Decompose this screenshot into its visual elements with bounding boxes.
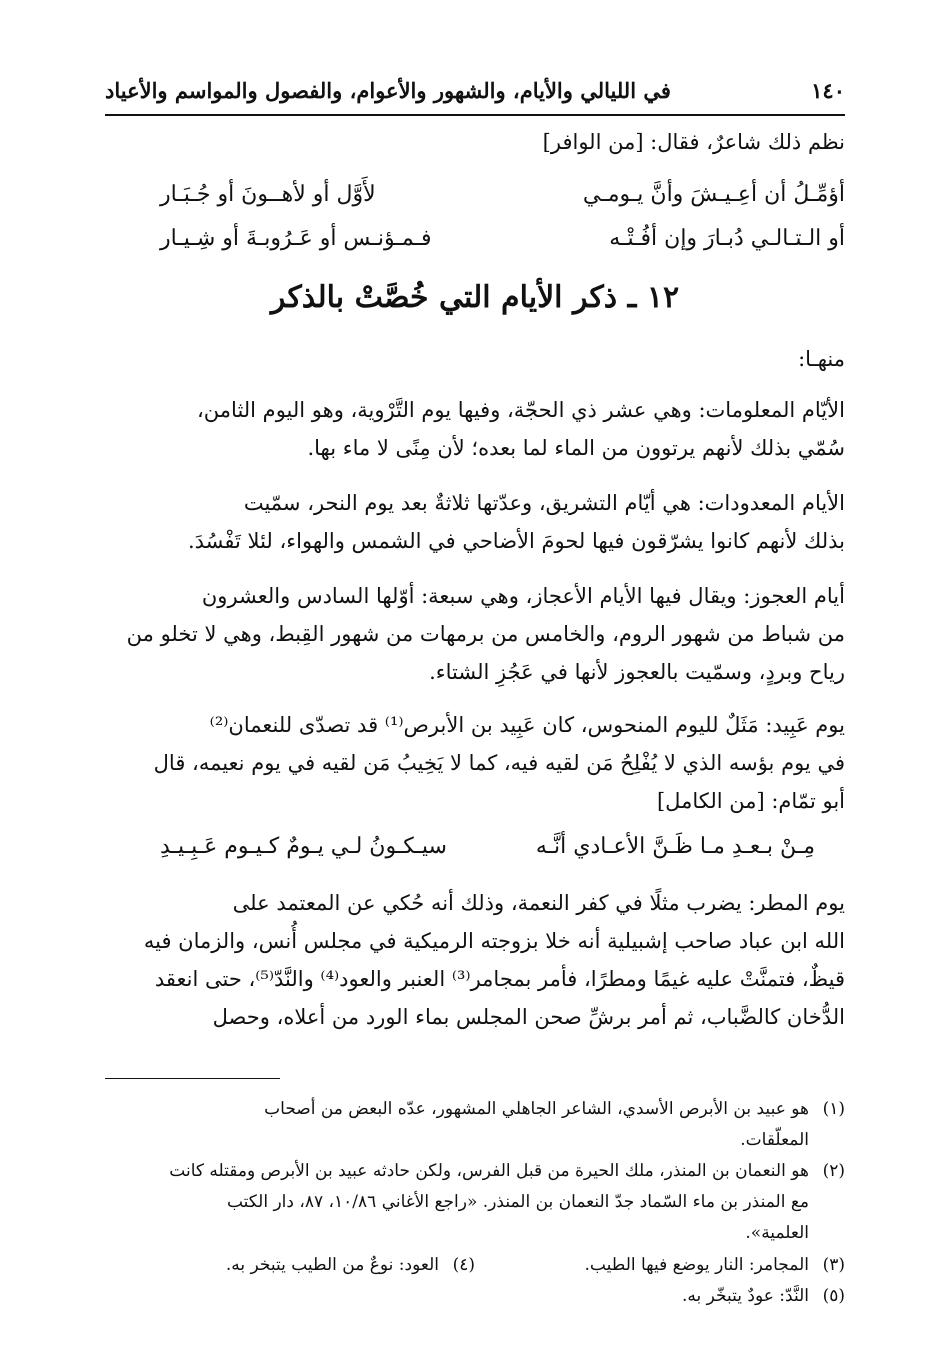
text-line: في يوم بؤسه الذي لا يُفْلِحُ مَن لقيه فيه، كما لا يَخِيبُ مَن لقيه في يوم نعيمه، قال — [153, 751, 845, 775]
text-line: يوم عَبِيد: مَثَلٌ لليوم المنحوس، كان عَبِيد بن الأبرص⁽¹⁾ قد تصدّى للنعمان⁽²⁾ — [209, 713, 845, 737]
paragraph-maadudat — [105, 484, 845, 560]
running-header — [105, 70, 845, 110]
text-line: الدُّخان كالضَّباب، ثم أمر برشِّ صحن المجلس بماء الورد من أعلاه، وحصل — [212, 1005, 845, 1029]
footnote-number: (٥) — [822, 1286, 845, 1306]
section-title: ١٢ ـ ذكر الأيام التي خُصَّتْ بالذكر — [270, 280, 680, 315]
footnote-text: مع المنذر بن ماء السّماد جدّ النعمان بن المنذر. «راجع الأغاني ١٠/٨٦، ٨٧، دار الكتب — [226, 1192, 809, 1212]
footnote-text: هو عبيد بن الأبرص الأسدي، الشاعر الجاهلي المشهور، عدّه البعض من أصحاب — [264, 1099, 809, 1119]
footnote-number: (٣) — [822, 1255, 845, 1275]
header-rule — [105, 114, 845, 116]
paragraph-ubayd — [105, 706, 845, 820]
footnote-1 — [105, 1094, 845, 1156]
footnote-text: هو النعمان بن المنذر، ملك الحيرة من قبل الفرس، ولكن حادثه عبيد بن الأبرص ومقتله كانت — [169, 1161, 809, 1181]
page-number: ١٤٠ — [811, 77, 845, 103]
text-line: الأيّام المعلومات: وهي عشر ذي الحجّة، وفيها يوم التَّرْوية، وهو اليوم الثامن، — [197, 398, 845, 422]
verse-3-second-hemistich: سيـكـونُ لـي يـومٌ كـيـوم عَـبِـيـدِ — [160, 834, 447, 859]
footnote-3 — [475, 1250, 845, 1281]
text-line: الأيام المعدودات: هي أيّام التشريق، وعدّتها ثلاثةٌ بعد يوم النحر، سمّيت — [243, 491, 845, 515]
text-line: أبو تمّام: [من الكامل] — [656, 789, 845, 813]
verse-1-first-hemistich: أؤمِّـلُ أن أعِـيـشَ وأنَّ يـومـي — [582, 182, 845, 207]
text-line: سُمّي بذلك لأنهم يرتوون من الماء لما بعده؛ لأن مِنًى لا ماء بها. — [307, 436, 845, 460]
verse-2-second-hemistich: فـمـؤنـس أو عَـرُوبـةَ أو شِـيـار — [160, 226, 432, 251]
footnote-number: (٢) — [822, 1161, 845, 1181]
verse-1-second-hemistich: لأَوَّل أو لأهــونَ أو جُـبَـار — [160, 182, 376, 207]
footnote-text: العلمية». — [745, 1223, 809, 1243]
text-line: يوم المطر: يضرب مثلًا في كفر النعمة، وذلك أنه حُكي عن المعتمد على — [232, 891, 845, 915]
footnote-text: المعلّقات. — [740, 1130, 809, 1150]
footnote-text: العود: نوعٌ من الطيب يتبخر به. — [225, 1255, 439, 1275]
footnote-4 — [105, 1250, 475, 1281]
paragraph-maalumat — [105, 391, 845, 467]
verse-line-2 — [160, 226, 845, 260]
paragraph-minha — [105, 340, 845, 378]
verse-3-first-hemistich: مِـنْ بـعـدِ مـا ظَـنَّ الأعـادي أنَّـه — [535, 834, 815, 859]
footnote-text: المجامر: النار يوضع فيها الطيب. — [584, 1255, 809, 1275]
poem-intro: نظم ذلك شاعرٌ، فقال: [من الوافر] — [542, 130, 845, 154]
book-page — [105, 0, 845, 1367]
footnote-text: النَّدّ: عودٌ يتبخّر به. — [682, 1286, 809, 1306]
paragraph-matar — [105, 884, 845, 1036]
text-line: قيظٌ، فتمنَّتْ عليه غيمًا ومطرًا، فأمر بمجامر⁽³⁾ العنبر والعود⁽⁴⁾ والنَّدّ⁽⁵⁾، حتى انعقد — [154, 967, 845, 991]
footnote-number: (٤) — [452, 1255, 475, 1275]
footnote-5 — [105, 1281, 845, 1312]
running-title: في الليالي والأيام، والشهور والأعوام، والفصول والمواسم والأعياد — [105, 77, 671, 103]
text-line: الله ابن عباد صاحب إشبيلية أنه خلا بزوجته الرميكية في مجلس أُنس، والزمان فيه — [143, 929, 845, 953]
footnote-number: (١) — [822, 1099, 845, 1119]
text-line: بذلك لأنهم كانوا يشرّقون فيها لحومَ الأضاحي في الشمس والهواء، لئلا تَفْسُدَ. — [187, 529, 845, 553]
footnotes-3-4 — [105, 1250, 845, 1281]
verse-2-first-hemistich: أو الـتـالـي دُبـارَ وإن أفُـتْـه — [609, 226, 845, 251]
verse-line-3 — [160, 834, 815, 868]
text-line: أيام العجوز: ويقال فيها الأيام الأعجاز، وهي سبعة: أوّلها السادس والعشرون — [201, 584, 845, 608]
verse-line-1 — [160, 182, 845, 216]
footnote-2 — [105, 1156, 845, 1249]
text-line: رياح وبردٍ، وسمّيت بالعجوز لأنها في عَجُزِ الشتاء. — [429, 660, 845, 684]
text-line: من شباط من شهور الروم، والخامس من برمهات من شهور القِبط، وهي لا تخلو من — [126, 622, 845, 646]
footnote-separator — [105, 1078, 280, 1079]
text-line: منهـا: — [798, 347, 845, 371]
paragraph-ajuz — [105, 577, 845, 691]
